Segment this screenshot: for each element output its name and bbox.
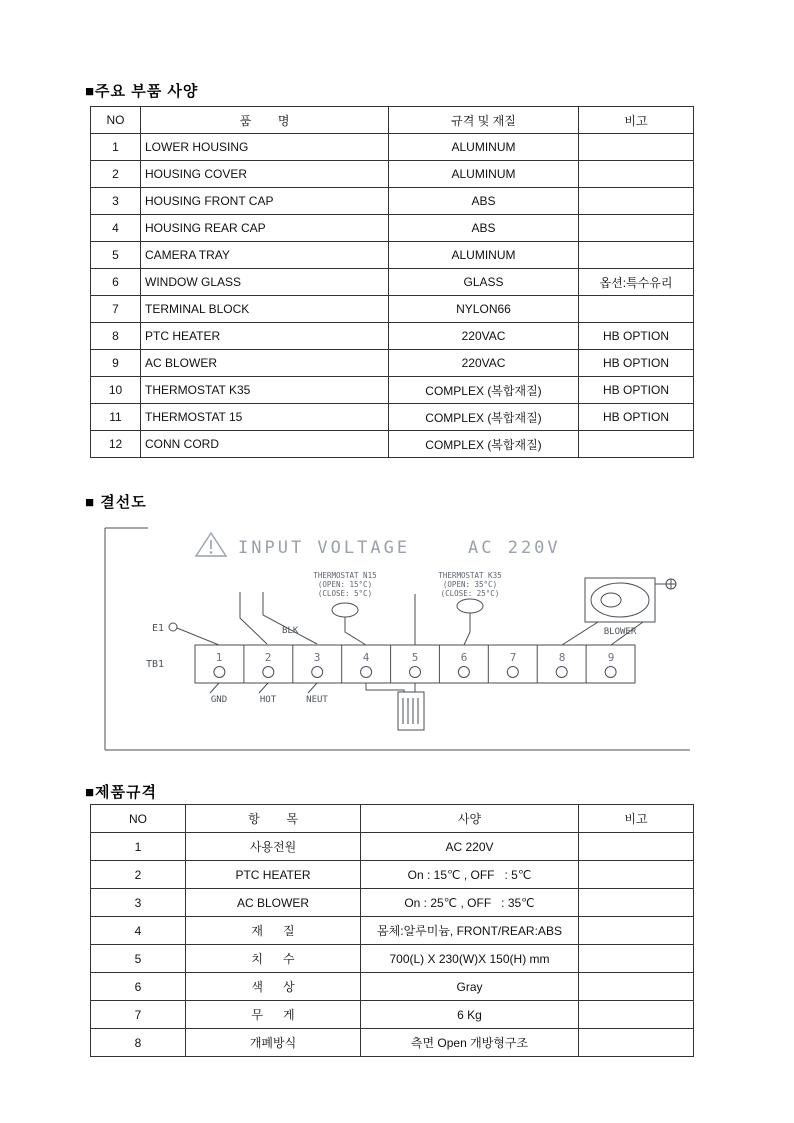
col-header-no: NO (91, 805, 186, 833)
cell-note: 옵션:특수유리 (579, 269, 694, 296)
cell-name: THERMOSTAT 15 (141, 404, 389, 431)
wiring-section-title: ■ 결선도 (85, 494, 147, 511)
cell-no: 9 (91, 350, 141, 377)
table-row (91, 833, 694, 861)
cell-spec: 측면 Open 개방형구조 (361, 1029, 579, 1057)
spec-table (90, 804, 694, 1057)
cell-name: THERMOSTAT K35 (141, 377, 389, 404)
table-row (91, 377, 694, 404)
terminal-number: 3 (313, 651, 321, 664)
cell-no: 4 (91, 917, 186, 945)
cell-item: 개폐방식 (186, 1029, 361, 1057)
terminal-number: 8 (558, 651, 566, 664)
col-header-name: 품 명 (141, 107, 389, 134)
cell-name: HOUSING FRONT CAP (141, 188, 389, 215)
cell-no: 8 (91, 323, 141, 350)
cell-note (579, 188, 694, 215)
cell-name: HOUSING REAR CAP (141, 215, 389, 242)
cell-name: WINDOW GLASS (141, 269, 389, 296)
cell-spec: COMPLEX (복합재질) (389, 377, 579, 404)
cell-spec: GLASS (389, 269, 579, 296)
table-row (91, 917, 694, 945)
cell-note (579, 242, 694, 269)
table-row (91, 242, 694, 269)
terminal-number: 7 (509, 651, 517, 664)
cell-note (579, 296, 694, 323)
cell-name: TERMINAL BLOCK (141, 296, 389, 323)
hot-label: HOT (259, 695, 277, 705)
table-row (91, 861, 694, 889)
cell-note (579, 215, 694, 242)
table-row (91, 1029, 694, 1057)
cell-no: 4 (91, 215, 141, 242)
cell-no: 3 (91, 889, 186, 917)
cell-name: AC BLOWER (141, 350, 389, 377)
cell-item: 치 수 (186, 945, 361, 973)
warning-triangle-icon (196, 533, 226, 556)
table-row (91, 296, 694, 323)
terminal-number: 1 (215, 651, 223, 664)
terminal-numbers (216, 651, 615, 664)
cell-no: 1 (91, 833, 186, 861)
spec-section-title: ■제품규격 (85, 784, 158, 801)
cell-no: 5 (91, 242, 141, 269)
cell-spec: 220VAC (389, 350, 579, 377)
cell-note (579, 945, 694, 973)
cell-item: 색 상 (186, 973, 361, 1001)
input-voltage-label: INPUT VOLTAGE (238, 538, 411, 558)
col-header-spec: 사양 (361, 805, 579, 833)
cell-no: 12 (91, 431, 141, 458)
cell-note (579, 889, 694, 917)
cell-no: 3 (91, 188, 141, 215)
table-row (91, 188, 694, 215)
cell-item: 재 질 (186, 917, 361, 945)
thermostat-k35-close: (CLOSE: 25°C) (440, 589, 500, 598)
cell-note (579, 1029, 694, 1057)
cell-item: 무 게 (186, 1001, 361, 1029)
cell-note (579, 431, 694, 458)
cell-spec: 6 Kg (361, 1001, 579, 1029)
cell-item: PTC HEATER (186, 861, 361, 889)
neut-label: NEUT (306, 695, 328, 705)
cell-item: 사용전원 (186, 833, 361, 861)
thermostat-n15-close: (CLOSE: 5°C) (317, 589, 373, 598)
voltage-value: AC 220V (468, 538, 561, 558)
table-row (91, 889, 694, 917)
cell-spec: ALUMINUM (389, 161, 579, 188)
cell-note: HB OPTION (579, 350, 694, 377)
cell-no: 7 (91, 1001, 186, 1029)
cell-note (579, 1001, 694, 1029)
cell-name: PTC HEATER (141, 323, 389, 350)
cell-no: 10 (91, 377, 141, 404)
cell-note (579, 161, 694, 188)
cell-no: 11 (91, 404, 141, 431)
thermostat-symbol-k35 (457, 599, 483, 613)
cell-note: HB OPTION (579, 377, 694, 404)
cell-name: CAMERA TRAY (141, 242, 389, 269)
col-header-item: 항 목 (186, 805, 361, 833)
tb1-label: TB1 (146, 659, 165, 670)
spec-header-row (91, 805, 694, 833)
cell-spec: ABS (389, 215, 579, 242)
cell-name: HOUSING COVER (141, 161, 389, 188)
thermostat-n15-label (313, 571, 376, 598)
gnd-label: GND (210, 695, 228, 705)
wiring-diagram (0, 520, 794, 770)
cell-note (579, 134, 694, 161)
cell-spec: On : 15℃ , OFF : 5℃ (361, 861, 579, 889)
cell-note (579, 861, 694, 889)
table-row (91, 215, 694, 242)
parts-table (90, 106, 694, 458)
thermostat-k35-open: (OPEN: 35°C) (442, 580, 498, 589)
thermostat-k35-name: THERMOSTAT K35 (438, 571, 502, 580)
blower-icon (585, 578, 676, 622)
cell-spec: Gray (361, 973, 579, 1001)
terminal-number: 9 (607, 651, 615, 664)
cell-no: 7 (91, 296, 141, 323)
e1-terminal (169, 623, 177, 631)
cell-spec: 220VAC (389, 323, 579, 350)
table-row (91, 404, 694, 431)
cell-spec: ALUMINUM (389, 134, 579, 161)
cell-note (579, 917, 694, 945)
cell-spec: COMPLEX (복합재질) (389, 431, 579, 458)
cell-spec: 몸체:알루미늄, FRONT/REAR:ABS (361, 917, 579, 945)
parts-header-row (91, 107, 694, 134)
cell-note: HB OPTION (579, 404, 694, 431)
terminal-number: 6 (460, 651, 468, 664)
cell-note (579, 833, 694, 861)
cell-item: AC BLOWER (186, 889, 361, 917)
col-header-spec: 규격 및 재질 (389, 107, 579, 134)
blower-label: BLOWER (603, 627, 637, 637)
table-row (91, 134, 694, 161)
e1-label: E1 (152, 623, 165, 634)
table-row (91, 323, 694, 350)
cell-no: 2 (91, 161, 141, 188)
cell-no: 6 (91, 973, 186, 1001)
heater-icon (398, 692, 424, 730)
cell-no: 2 (91, 861, 186, 889)
terminal-number: 4 (362, 651, 370, 664)
col-header-no: NO (91, 107, 141, 134)
cell-note: HB OPTION (579, 323, 694, 350)
cell-name: CONN CORD (141, 431, 389, 458)
cell-no: 5 (91, 945, 186, 973)
blk-label: BLK (282, 626, 299, 636)
table-row (91, 431, 694, 458)
thermostat-symbol-n15 (332, 603, 358, 617)
cell-spec: 700(L) X 230(W)X 150(H) mm (361, 945, 579, 973)
cell-spec: NYLON66 (389, 296, 579, 323)
cell-spec: On : 25℃ , OFF : 35℃ (361, 889, 579, 917)
wires (177, 592, 643, 693)
col-header-note: 비고 (579, 107, 694, 134)
cell-name: LOWER HOUSING (141, 134, 389, 161)
table-row (91, 350, 694, 377)
table-row (91, 945, 694, 973)
thermostat-k35-label (438, 571, 501, 598)
col-header-note: 비고 (579, 805, 694, 833)
cell-no: 1 (91, 134, 141, 161)
cell-no: 6 (91, 269, 141, 296)
parts-section-title: ■주요 부품 사양 (85, 83, 199, 100)
terminal-number: 2 (264, 651, 272, 664)
cell-spec: AC 220V (361, 833, 579, 861)
thermostat-n15-name: THERMOSTAT N15 (313, 571, 377, 580)
terminal-number: 5 (411, 651, 419, 664)
cell-no: 8 (91, 1029, 186, 1057)
table-row (91, 973, 694, 1001)
cell-note (579, 973, 694, 1001)
thermostat-n15-open: (OPEN: 15°C) (317, 580, 373, 589)
cell-spec: ABS (389, 188, 579, 215)
table-row (91, 1001, 694, 1029)
table-row (91, 269, 694, 296)
cell-spec: ALUMINUM (389, 242, 579, 269)
cell-spec: COMPLEX (복합재질) (389, 404, 579, 431)
table-row (91, 161, 694, 188)
